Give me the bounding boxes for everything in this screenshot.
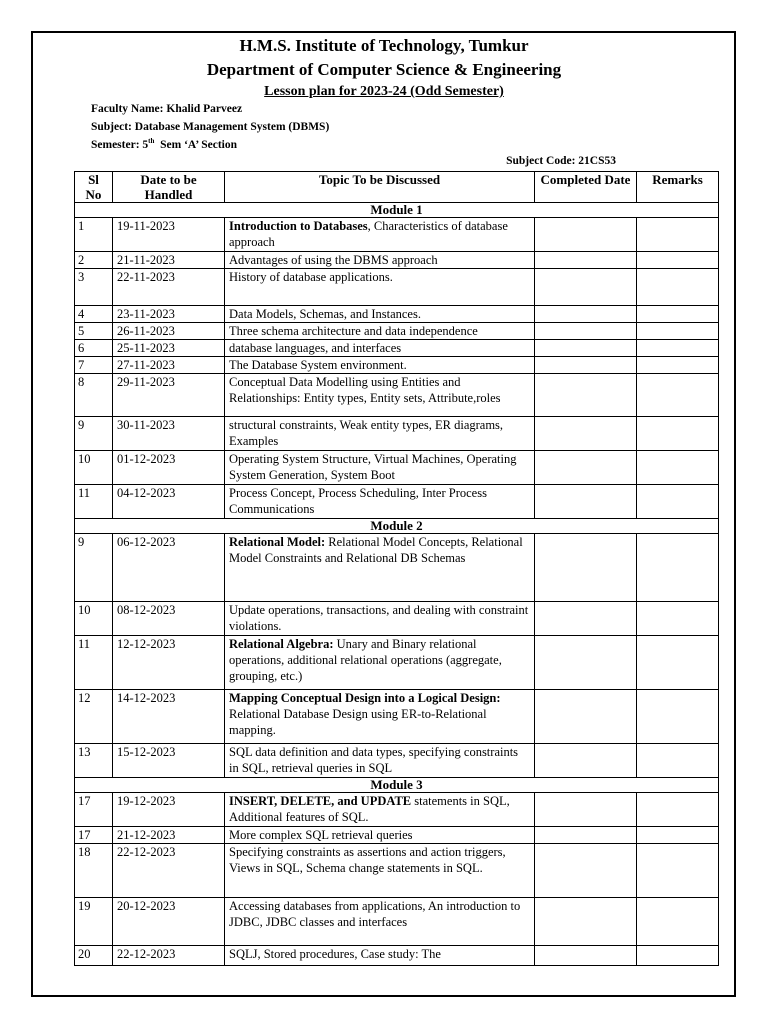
institute-title: H.M.S. Institute of Technology, Tumkur — [239, 36, 529, 55]
topic-text: More complex SQL retrieval queries — [229, 828, 413, 842]
topic-text: Unary and Binary relational operations, additional relational operations (aggregate, grouping, etc.) — [229, 637, 502, 683]
sl-no-cell: 9 — [75, 534, 113, 602]
table-row — [75, 451, 719, 485]
table-row — [75, 827, 719, 844]
completed-date-cell[interactable] — [535, 744, 637, 778]
table-row — [75, 269, 719, 306]
department-title: Department of Computer Science & Engineering — [206, 60, 562, 79]
completed-date-cell[interactable] — [535, 357, 637, 374]
topic-cell — [225, 898, 535, 946]
topic-text: Accessing databases from applications, An introduction to JDBC, JDBC classes and interfaces — [229, 899, 521, 929]
faculty-name: Faculty Name: Khalid Parveez — [91, 103, 243, 115]
date-cell: 19-11-2023 — [113, 218, 225, 252]
table-row — [75, 306, 719, 323]
date-cell: 15-12-2023 — [113, 744, 225, 778]
date-cell: 22-12-2023 — [113, 844, 225, 898]
table-row — [75, 744, 719, 778]
semester-prefix: Semester: 5 — [91, 138, 149, 151]
completed-date-cell[interactable] — [535, 451, 637, 485]
topic-text: SQLJ, Stored procedures, Case study: The — [229, 947, 441, 961]
topic-text: Data Models, Schemas, and Instances. — [229, 307, 421, 321]
completed-date-cell[interactable] — [535, 602, 637, 636]
subject-code: Subject Code: 21CS53 — [506, 155, 616, 167]
topic-cell — [225, 827, 535, 844]
module-heading-row — [75, 778, 719, 793]
completed-date-cell[interactable] — [535, 690, 637, 744]
topic-cell — [225, 252, 535, 269]
date-cell: 22-12-2023 — [113, 946, 225, 966]
remarks-cell[interactable] — [637, 252, 719, 269]
remarks-cell[interactable] — [637, 417, 719, 451]
lesson-plan-title: Lesson plan for 2023-24 (Odd Semester) — [264, 84, 504, 99]
sl-no-cell: 13 — [75, 744, 113, 778]
topic-cell — [225, 417, 535, 451]
sl-no-cell: 2 — [75, 252, 113, 269]
completed-date-cell[interactable] — [535, 844, 637, 898]
sl-no-cell: 9 — [75, 417, 113, 451]
topic-text: The Database System environment. — [229, 358, 407, 372]
sl-no-cell: 6 — [75, 340, 113, 357]
table-row — [75, 340, 719, 357]
topic-cell — [225, 636, 535, 690]
remarks-cell[interactable] — [637, 451, 719, 485]
topic-cell — [225, 451, 535, 485]
table-row — [75, 793, 719, 827]
sl-no-cell: 11 — [75, 485, 113, 519]
remarks-cell[interactable] — [637, 374, 719, 417]
topic-cell — [225, 218, 535, 252]
topic-cell — [225, 306, 535, 323]
remarks-cell[interactable] — [637, 357, 719, 374]
sl-no-cell: 1 — [75, 218, 113, 252]
remarks-cell[interactable] — [637, 636, 719, 690]
col-header-sl: Sl No — [75, 172, 113, 203]
remarks-cell[interactable] — [637, 218, 719, 252]
sl-no-cell: 7 — [75, 357, 113, 374]
remarks-cell[interactable] — [637, 534, 719, 602]
topic-cell — [225, 602, 535, 636]
date-cell: 20-12-2023 — [113, 898, 225, 946]
topic-bold-text: Relational Algebra: — [229, 637, 334, 651]
completed-date-cell[interactable] — [535, 340, 637, 357]
table-row — [75, 417, 719, 451]
remarks-cell[interactable] — [637, 340, 719, 357]
completed-date-cell[interactable] — [535, 417, 637, 451]
date-cell: 30-11-2023 — [113, 417, 225, 451]
date-cell: 04-12-2023 — [113, 485, 225, 519]
topic-cell — [225, 793, 535, 827]
completed-date-cell[interactable] — [535, 946, 637, 966]
topic-cell — [225, 357, 535, 374]
topic-text: Update operations, transactions, and dealing with constraint violations. — [229, 603, 529, 633]
module-heading-row — [75, 203, 719, 218]
sl-no-cell: 12 — [75, 690, 113, 744]
sl-no-cell: 3 — [75, 269, 113, 306]
table-row — [75, 323, 719, 340]
date-cell: 01-12-2023 — [113, 451, 225, 485]
topic-cell — [225, 374, 535, 417]
date-cell: 14-12-2023 — [113, 690, 225, 744]
topic-cell — [225, 946, 535, 966]
remarks-cell[interactable] — [637, 827, 719, 844]
lesson-plan-table — [74, 171, 719, 966]
sl-no-cell: 20 — [75, 946, 113, 966]
date-cell: 21-12-2023 — [113, 827, 225, 844]
completed-date-cell[interactable] — [535, 485, 637, 519]
topic-cell — [225, 340, 535, 357]
table-header-row — [75, 172, 719, 203]
completed-date-cell[interactable] — [535, 323, 637, 340]
completed-date-cell[interactable] — [535, 269, 637, 306]
completed-date-cell[interactable] — [535, 827, 637, 844]
table-row — [75, 485, 719, 519]
topic-text: structural constraints, Weak entity types, ER diagrams, Examples — [229, 418, 504, 448]
table-row — [75, 252, 719, 269]
completed-date-cell[interactable] — [535, 534, 637, 602]
remarks-cell[interactable] — [637, 844, 719, 898]
date-cell: 27-11-2023 — [113, 357, 225, 374]
date-cell: 06-12-2023 — [113, 534, 225, 602]
topic-text: Relational Database Design using ER-to-Relational mapping. — [229, 707, 487, 737]
date-cell: 19-12-2023 — [113, 793, 225, 827]
subject-name: Subject: Database Management System (DBMS) — [91, 121, 330, 133]
sl-no-cell: 8 — [75, 374, 113, 417]
completed-date-cell[interactable] — [535, 898, 637, 946]
sl-no-cell: 11 — [75, 636, 113, 690]
topic-bold-text: INSERT, DELETE, and UPDATE — [229, 794, 412, 808]
topic-cell — [225, 844, 535, 898]
table-body — [75, 203, 719, 966]
completed-date-cell[interactable] — [535, 218, 637, 252]
completed-date-cell[interactable] — [535, 793, 637, 827]
completed-date-cell[interactable] — [535, 374, 637, 417]
topic-text: Advantages of using the DBMS approach — [229, 253, 438, 267]
table-row — [75, 690, 719, 744]
topic-cell — [225, 744, 535, 778]
topic-text: database languages, and interfaces — [229, 341, 402, 355]
sl-no-cell: 4 — [75, 306, 113, 323]
sl-no-cell: 5 — [75, 323, 113, 340]
date-cell: 22-11-2023 — [113, 269, 225, 306]
topic-text: Relational Model Concepts, Relational Model Constraints and Relational DB Schemas — [229, 535, 523, 565]
topic-cell — [225, 323, 535, 340]
remarks-cell[interactable] — [637, 690, 719, 744]
remarks-cell[interactable] — [637, 793, 719, 827]
topic-text: Three schema architecture and data independence — [229, 324, 478, 338]
topic-bold-text: Introduction to Databases — [229, 219, 368, 233]
topic-bold-text: Relational Model: — [229, 535, 326, 549]
topic-cell — [225, 690, 535, 744]
table-row — [75, 374, 719, 417]
completed-date-cell[interactable] — [535, 636, 637, 690]
topic-bold-text: Mapping Conceptual Design into a Logical Design: — [229, 691, 501, 705]
table-row — [75, 534, 719, 602]
remarks-cell[interactable] — [637, 269, 719, 306]
remarks-cell[interactable] — [637, 485, 719, 519]
date-cell: 23-11-2023 — [113, 306, 225, 323]
sl-no-cell: 17 — [75, 827, 113, 844]
topic-text: History of database applications. — [229, 270, 393, 284]
sl-no-cell: 18 — [75, 844, 113, 898]
module-heading: Module 2 — [75, 519, 719, 534]
date-cell: 08-12-2023 — [113, 602, 225, 636]
topic-text: Operating System Structure, Virtual Machines, Operating System Generation, System Boot — [229, 452, 517, 482]
col-header-date: Date to be Handled — [113, 172, 225, 203]
table-row — [75, 602, 719, 636]
completed-date-cell[interactable] — [535, 306, 637, 323]
module-heading-row — [75, 519, 719, 534]
sl-no-cell: 10 — [75, 451, 113, 485]
date-cell: 21-11-2023 — [113, 252, 225, 269]
module-heading: Module 1 — [75, 203, 719, 218]
date-cell: 26-11-2023 — [113, 323, 225, 340]
semester-superscript: th — [148, 137, 155, 145]
remarks-cell[interactable] — [637, 744, 719, 778]
topic-text: statements in SQL, Additional features of SQL. — [229, 794, 510, 824]
sl-no-cell: 17 — [75, 793, 113, 827]
topic-text: Specifying constraints as assertions and action triggers, Views in SQL, Schema change statements in SQL. — [229, 845, 506, 875]
col-header-remarks: Remarks — [637, 172, 719, 203]
topic-text: SQL data definition and data types, specifying constraints in SQL, retrieval queries in SQL — [229, 745, 519, 775]
topic-text: Process Concept, Process Scheduling, Inter Process Communications — [229, 486, 487, 516]
remarks-cell[interactable] — [637, 602, 719, 636]
table-row — [75, 898, 719, 946]
date-cell: 29-11-2023 — [113, 374, 225, 417]
sl-no-cell: 10 — [75, 602, 113, 636]
remarks-cell[interactable] — [637, 946, 719, 966]
table-row — [75, 844, 719, 898]
remarks-cell[interactable] — [637, 306, 719, 323]
sl-no-cell: 19 — [75, 898, 113, 946]
semester-info — [91, 137, 237, 151]
date-cell: 25-11-2023 — [113, 340, 225, 357]
topic-cell — [225, 534, 535, 602]
table-row — [75, 946, 719, 966]
semester-section: Sem ‘A’ Section — [154, 138, 238, 151]
module-heading: Module 3 — [75, 778, 719, 793]
table-row — [75, 218, 719, 252]
completed-date-cell[interactable] — [535, 252, 637, 269]
table-row — [75, 636, 719, 690]
topic-cell — [225, 269, 535, 306]
table-row — [75, 357, 719, 374]
topic-text: Conceptual Data Modelling using Entities and Relationships: Entity types, Entity sets, Attribute,roles — [229, 375, 501, 405]
topic-text: , Characteristics of database approach — [229, 219, 508, 249]
remarks-cell[interactable] — [637, 898, 719, 946]
date-cell: 12-12-2023 — [113, 636, 225, 690]
col-header-topic: Topic To be Discussed — [225, 172, 535, 203]
remarks-cell[interactable] — [637, 323, 719, 340]
col-header-completed: Completed Date — [535, 172, 637, 203]
topic-cell — [225, 485, 535, 519]
